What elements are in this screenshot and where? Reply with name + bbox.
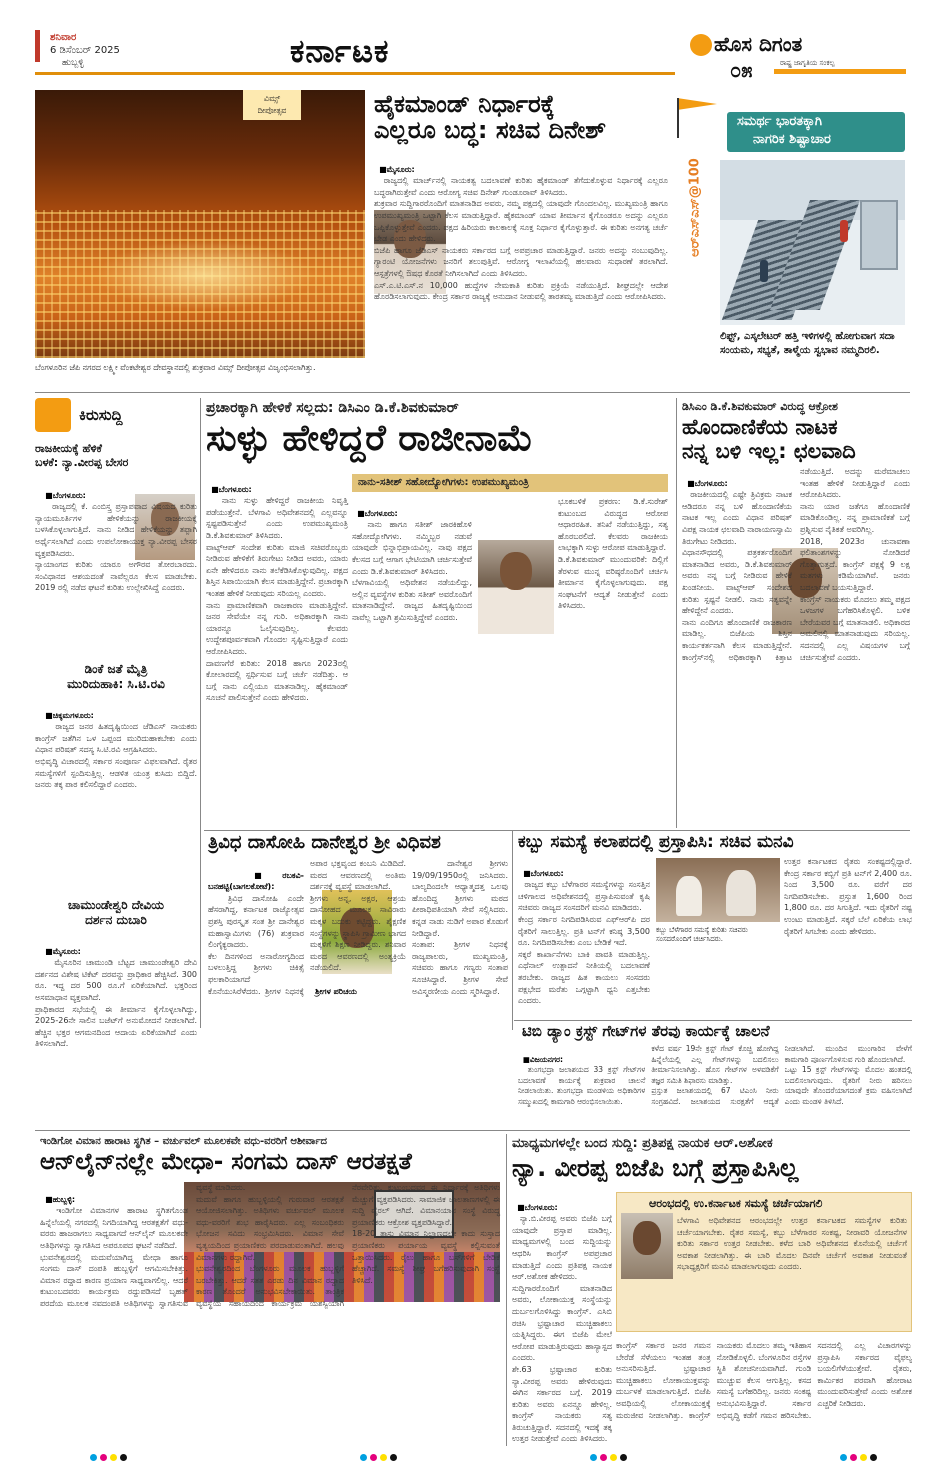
paper-tagline: ರಾಷ್ಟ್ರ ಜಾಗೃತಿಯ ಸಂಕಲ್ಪ (780, 59, 835, 67)
akrosha-headline-1: ಹೊಂದಾಣಿಕೆಯ ನಾಟಕ (682, 415, 838, 439)
header-underline (35, 72, 675, 75)
page-number: ೦೫ (730, 58, 753, 82)
daneshwara-subtext: ದಾನೇಶ್ವರ ಶ್ರೀಗಳು 19/09/1950ರಲ್ಲಿ ಜನಿಸಿದರು. ಬಾಲ್ಯದಿಂದಲೇ ಆಧ್ಯಾತ್ಮದತ್ತ ಒಲವು ಹೊಂದಿದ್ದ ಶ್ರೀಗಳು ಮಠದ ಪೀಠಾಧಿಪತಿಯಾಗಿ ಸೇವೆ ಸಲ್ಲಿಸಿದರು. ಕನ್ನಡ ನಾಡು ನುಡಿಗೆ ಅಪಾರ ಕೊಡುಗೆ ನೀಡಿದ್ದಾರೆ. ಸಂತಾಪ: ಶ್ರೀಗಳ ನಿಧನಕ್ಕೆ ರಾಜ್ಯಪಾಲರು, ಮುಖ್ಯಮಂತ್ರಿ, ಸಚಿವರು ಹಾಗೂ ಗಣ್ಯರು ಸಂತಾಪ ಸೂಚಿಸಿದ್ದಾರೆ. ಶ್ರೀಗಳ ಸೇವೆ ಅವಿಸ್ಮರಣೀಯ ಎಂದು ಸ್ಮರಿಸಿದ್ದಾರೆ. (412, 859, 508, 996)
flag-pole (677, 98, 679, 138)
kirusuddi-item1-body (35, 478, 197, 658)
badge-line1: ವಿಮ್ಸ್ (263, 94, 281, 103)
section-title: ಕರ್ನಾಟಕ (290, 32, 390, 70)
kirusuddi-item2-text: ರಾಜ್ಯದ ಜನರ ಹಿತದೃಷ್ಟಿಯಿಂದ ಜೆಡಿಎಸ್ ನಾಯಕರು ಕಾಂಗ್ರೆಸ್ ಜತೆಗಿನ ಒಳ ಒಪ್ಪಂದ ಮುರಿದುಹಾಕಬೇಕು ಎಂದು ವಿಧಾನ ಪರಿಷತ್ ಸದಸ್ಯ ಸಿ.ಟಿ.ರವಿ ಆಗ್ರಹಿಸಿದರು. ಅಭಿವೃದ್ಧಿ ವಿಚಾರದಲ್ಲಿ ಸರ್ಕಾರ ಸಂಪೂರ್ಣ ವಿಫಲವಾಗಿದೆ. ರೈತರ ಸಮಸ್ಯೆಗಳಿಗೆ ಸ್ಪಂದಿಸುತ್ತಿಲ್ಲ. ಆಡಳಿತ ಯಂತ್ರ ಕುಸಿದು ಬಿದ್ದಿದೆ. ಜನರು ತಕ್ಕ ಪಾಠ ಕಲಿಸಲಿದ್ದಾರೆ ಎಂದರು. (35, 722, 198, 790)
daneshwara-text: ತ್ರಿವಿಧ ದಾಸೋಹಿ ಎಂದೇ ಹೆಸರಾಗಿದ್ದ, ಕರ್ನಾಟಕ ರಾಜ್ಯೋತ್ಸವ ಪ್ರಶಸ್ತಿ ಪುರಸ್ಕೃತ ಸಂತ ಶ್ರೀ ದಾನೇಶ್ವರ ಮಹಾಸ್ವಾಮಿಗಳು (76) ಶುಕ್ರವಾರ ಲಿಂಗೈಕ್ಯರಾದರು. ಕೆಲ ದಿನಗಳಿಂದ ಅನಾರೋಗ್ಯದಿಂದ ಬಳಲುತ್ತಿದ್ದ ಶ್ರೀಗಳು ಚಿಕಿತ್ಸೆ ಫಲಕಾರಿಯಾಗದೆ ಕೊನೆಯುಸಿರೆಳೆದರು. ಶ್ರೀಗಳ ನಿಧನಕ್ಕೆ ಅಪಾರ ಭಕ್ತವೃಂದ ಕಂಬನಿ ಮಿಡಿದಿದೆ. ಮಠದ ಆವರಣದಲ್ಲಿ ಅಂತಿಮ ದರ್ಶನಕ್ಕೆ ವ್ಯವಸ್ಥೆ ಮಾಡಲಾಗಿದೆ. ಶ್ರೀಗಳು ಅನ್ನ, ಅಕ್ಷರ, ಆಶ್ರಯ ದಾಸೋಹದ ಮೂಲಕ ಸಾವಿರಾರು ಮಕ್ಕಳ ಬದುಕು ಕಟ್ಟಿದ್ದರು. ಶೈಕ್ಷಣಿಕ ಸಂಸ್ಥೆಗಳನ್ನು ಸ್ಥಾಪಿಸಿ ಗ್ರಾಮೀಣ ಭಾಗದ ಮಕ್ಕಳಿಗೆ ಶಿಕ್ಷಣ ನೀಡಿದ್ದರು. ಶನಿವಾರ ಮಠದ ಆವರಣದಲ್ಲಿ ಅಂತ್ಯಕ್ರಿಯೆ ನಡೆಯಲಿದೆ. (208, 859, 406, 996)
dks-kicker: ಪ್ರಚಾರಕ್ಕಾಗಿ ಹೇಳಿಕೆ ಸಲ್ಲದು: ಡಿಸಿಎಂ ಡಿ.ಕೆ.ಶಿವಕುಮಾರ್ (206, 400, 459, 416)
rss-infographic (675, 90, 910, 388)
ashoka-text: ನ್ಯಾ.ಬಿ.ವೀರಪ್ಪ ಅವರು ಬಿಜೆಪಿ ಬಗ್ಗೆ ಯಾವುದೇ ಪ್ರಸ್ತಾಪ ಮಾಡಿಲ್ಲ. ಮಾಧ್ಯಮಗಳಲ್ಲಿ ಬಂದ ಸುದ್ದಿಯನ್ನು ಆಧರಿಸಿ ಕಾಂಗ್ರೆಸ್ ಅಪಪ್ರಚಾರ ಮಾಡುತ್ತಿದೆ ಎಂದು ಪ್ರತಿಪಕ್ಷ ನಾಯಕ ಆರ್.ಅಶೋಕ ಹೇಳಿದರು. ಸುದ್ದಿಗಾರರೊಂದಿಗೆ ಮಾತನಾಡಿದ ಅವರು, ಲೋಕಾಯುಕ್ತ ಸಂಸ್ಥೆಯನ್ನು ದುರ್ಬಲಗೊಳಿಸಿದ್ದು ಕಾಂಗ್ರೆಸ್. ಎಸಿಬಿ ರಚಿಸಿ ಭ್ರಷ್ಟಾಚಾರ ಮುಚ್ಚಿಹಾಕಲು ಯತ್ನಿಸಿದ್ದರು. ಈಗ ಬಿಜೆಪಿ ಮೇಲೆ ಆರೋಪ ಮಾಡುತ್ತಿರುವುದು ಹಾಸ್ಯಾಸ್ಪದ ಎಂದರು. ಶೇ.63 ಭ್ರಷ್ಟಾಚಾರ ಕುರಿತು ನ್ಯಾ.ವೀರಪ್ಪ ಅವರು ಹೇಳಿರುವುದು ಈಗಿನ ಸರ್ಕಾರದ ಬಗ್ಗೆ. 2019 ಕುರಿತು ಅವರು ಏನನ್ನೂ ಹೇಳಿಲ್ಲ. ಕಾಂಗ್ರೆಸ್ ನಾಯಕರು ಸತ್ಯ ತಿರುಚುತ್ತಿದ್ದಾರೆ. ಸದನದಲ್ಲಿ ಇದಕ್ಕೆ ತಕ್ಕ ಉತ್ತರ ನೀಡುತ್ತೇವೆ ಎಂದು ತಿಳಿಸಿದರು. (512, 1214, 613, 1444)
highcommand-headline-1: ಹೈಕಮಾಂಡ್ ನಿರ್ಧಾರಕ್ಕೆ (374, 90, 555, 118)
deepotsava-badge (243, 90, 301, 120)
divider-3 (35, 1130, 910, 1131)
online-dateline: ■ಹುಬ್ಬಳ್ಳಿ: (45, 1194, 76, 1204)
paper-name: ಹೊಸ ದಿಗಂತ (714, 32, 803, 56)
divider-kirusuddi (200, 398, 201, 1028)
dks-subbox-title: ನಾನು-ಸತೀಶ್ ಸಹೋದ್ಯೋಗಿಗಳು: ಉಪಮುಖ್ಯಮಂತ್ರಿ (352, 474, 668, 492)
kirusuddi-title: ಕಿರುಸುದ್ದಿ (79, 406, 123, 424)
divider-2 (204, 830, 910, 831)
akrosha-dateline: ■ಬೆಂಗಳೂರು: (687, 478, 728, 488)
dks-photo (478, 540, 554, 634)
highcommand-body (374, 152, 668, 384)
akrosha-body (682, 466, 910, 828)
lamp-glow (95, 240, 315, 310)
kirusuddi-item1-dateline: ■ಬೆಂಗಳೂರು: (45, 490, 86, 500)
ashoka-body2: ಕಾಂಗ್ರೆಸ್ ಸರ್ಕಾರ ಜನರ ಗಮನ ಬೇರೆಡೆ ಸೆಳೆಯಲು ಇಂತಹ ತಂತ್ರ ಅನುಸರಿಸುತ್ತಿದೆ. ಭ್ರಷ್ಟಾಚಾರ ಮುಚ್ಚಿಹಾಕಲು ಲೋಕಾಯುಕ್ತವನ್ನು ದುರ್ಬಳಕೆ ಮಾಡಲಾಗುತ್ತಿದೆ. ಬಿಜೆಪಿ ಅವಧಿಯಲ್ಲಿ ಲೋಕಾಯುಕ್ತಕ್ಕೆ ಮರುಜೀವ ನೀಡಲಾಗಿತ್ತು. ಕಾಂಗ್ರೆಸ್ ನಾಯಕರು ಮೊದಲು ತಮ್ಮ ಇತಿಹಾಸ ನೋಡಿಕೊಳ್ಳಲಿ. ಬೆಂಗಳೂರಿನ ರಸ್ತೆಗಳ ಸ್ಥಿತಿ ಶೋಚನೀಯವಾಗಿದೆ. ಗುಂಡಿ ಮುಚ್ಚುವ ಕೆಲಸ ಆಗುತ್ತಿಲ್ಲ. ಕಸದ ಸಮಸ್ಯೆ ಬಗೆಹರಿದಿಲ್ಲ. ಜನರು ಸಂಕಷ್ಟ ಅನುಭವಿಸುತ್ತಿದ್ದಾರೆ. ಸರ್ಕಾರ ಅಭಿವೃದ್ಧಿ ಕಡೆಗೆ ಗಮನ ಹರಿಸಬೇಕು. ಸದನದಲ್ಲಿ ಎಲ್ಲ ವಿಚಾರಗಳನ್ನು ಪ್ರಸ್ತಾಪಿಸಿ ಸರ್ಕಾರದ ವೈಫಲ್ಯ ಬಯಲಿಗೆಳೆಯುತ್ತೇವೆ. ರೈತರು, ಕಾರ್ಮಿಕರ ಪರವಾಗಿ ಹೋರಾಟ ಮುಂದುವರಿಸುತ್ತೇವೆ ಎಂದು ಅಶೋಕ ಎಚ್ಚರಿಕೆ ನೀಡಿದರು. (616, 1341, 915, 1420)
dam-dateline: ■ವಿಜಯನಗರ: (522, 1054, 563, 1064)
kabbu-text: ರಾಜ್ಯದ ಕಬ್ಬು ಬೆಳೆಗಾರರ ಸಮಸ್ಯೆಗಳನ್ನು ಸಂಸತ್ತಿನ ಚಳಿಗಾಲದ ಅಧಿವೇಶನದಲ್ಲಿ ಪ್ರಸ್ತಾಪಿಸುವಂತೆ ಕೃಷಿ ಸಚಿವರು ರಾಜ್ಯದ ಸಂಸದರಿಗೆ ಮನವಿ ಮಾಡಿದರು. ಕೇಂದ್ರ ಸರ್ಕಾರ ನಿಗದಿಪಡಿಸಿರುವ ಎಫ್‌ಆರ್‌ಪಿ ದರ ರೈತರಿಗೆ ಸಾಲುತ್ತಿಲ್ಲ. ಪ್ರತಿ ಟನ್‌ಗೆ ಕನಿಷ್ಠ 3,500 ರೂ. ನಿಗದಿಪಡಿಸಬೇಕು ಎಂಬ ಬೇಡಿಕೆ ಇದೆ. ಸಕ್ಕರೆ ಕಾರ್ಖಾನೆಗಳು ಬಾಕಿ ಪಾವತಿ ಮಾಡುತ್ತಿಲ್ಲ. ಎಥೆನಾಲ್ ಉತ್ಪಾದನೆ ನೀತಿಯಲ್ಲಿ ಬದಲಾವಣೆ ತರಬೇಕು. ರಾಜ್ಯದ ಹಿತ ಕಾಯಲು ಸಂಸದರು ಪಕ್ಷಭೇದ ಮರೆತು ಒಗ್ಗಟ್ಟಾಗಿ ಧ್ವನಿ ಎತ್ತಬೇಕು ಎಂದರು. (518, 880, 651, 1006)
person-1 (840, 220, 848, 242)
header-date: 6 ಡಿಸೆಂಬರ್ 2025 (50, 45, 120, 56)
page-header (0, 30, 945, 92)
dks-subbox-body (352, 496, 472, 828)
kirusuddi-item2-body (35, 698, 197, 894)
face (633, 1221, 661, 1255)
kabbu-body2: ಉತ್ತರ ಕರ್ನಾಟಕದ ರೈತರು ಸಂಕಷ್ಟದಲ್ಲಿದ್ದಾರೆ. ಕೇಂದ್ರ ಸರ್ಕಾರ ಕಬ್ಬಿಗೆ ಪ್ರತಿ ಟನ್‌ಗೆ 2,400 ರೂ. ನಿಂದ 3,500 ರೂ. ವರೆಗೆ ದರ ನಿಗದಿಪಡಿಸಬೇಕು. ಪ್ರಸ್ತುತ 1,600 ರಿಂದ 1,800 ರೂ. ದರ ಸಿಗುತ್ತಿದೆ. ಇದು ರೈತರಿಗೆ ನಷ್ಟ ಉಂಟು ಮಾಡುತ್ತಿದೆ. ಸಕ್ಕರೆ ಬೆಲೆ ಏರಿಕೆಯ ಲಾಭ ರೈತರಿಗೆ ಸಿಗಬೇಕು ಎಂದು ಹೇಳಿದರು. (784, 857, 915, 936)
paper-logo (690, 32, 910, 88)
deepotsava-photo (35, 90, 365, 358)
person-1 (676, 876, 702, 916)
daneshwara-subhead: ಶ್ರೀಗಳ ಪರಿಚಯ (315, 986, 357, 996)
akrosha-kicker: ಡಿಸಿಎಂ ಡಿ.ಕೆ.ಶಿವಕುಮಾರ್ ವಿರುದ್ಧ ಆಕ್ರೋಶ (682, 400, 838, 413)
infographic-title-2: ನಾಗರಿಕ ಶಿಷ್ಟಾಚಾರ (753, 132, 831, 147)
dks-sub-text: ನಾನು ಹಾಗೂ ಸತೀಶ್ ಜಾರಕಿಹೊಳಿ ಸಹೋದ್ಯೋಗಿಗಳು. ನಮ್ಮಿಬ್ಬರ ನಡುವೆ ಯಾವುದೇ ಭಿನ್ನಾಭಿಪ್ರಾಯವಿಲ್ಲ. ನಾವು ಪಕ್ಷದ ಕೆಲಸದ ಬಗ್ಗೆ ಆಗಾಗ ಭೇಟಿಯಾಗಿ ಚರ್ಚಿಸುತ್ತೇವೆ ಎಂದು ಡಿ.ಕೆ.ಶಿವಕುಮಾರ್ ತಿಳಿಸಿದರು. ಬೆಳಗಾವಿಯಲ್ಲಿ ಅಧಿವೇಶನ ನಡೆಯಲಿದ್ದು, ಅಲ್ಲಿನ ವ್ಯವಸ್ಥೆಗಳ ಕುರಿತು ಸತೀಶ್ ಅವರೊಂದಿಗೆ ಮಾತನಾಡಿದ್ದೇನೆ. ರಾಜ್ಯದ ಹಿತದೃಷ್ಟಿಯಿಂದ ನಾವೆಲ್ಲ ಒಟ್ಟಾಗಿ ಶ್ರಮಿಸುತ್ತಿದ್ದೇವೆ ಎಂದರು. (352, 520, 472, 622)
person-2 (760, 260, 768, 282)
dks-headline: ಸುಳ್ಳು ಹೇಳಿದ್ದರೆ ರಾಜೀನಾಮೆ (206, 418, 533, 459)
kirusuddi-item3-head: ಚಾಮುಂಡೇಶ್ವರಿ ದೇವಿಯ ದರ್ಶನ ದುಬಾರಿ (67, 898, 165, 927)
logo-emblem-icon (690, 34, 712, 56)
dks-sub-dateline: ■ಬೆಂಗಳೂರು: (357, 508, 398, 518)
kabbu-body (518, 856, 650, 1016)
kirusuddi-item3-text: ಮೈಸೂರಿನ ಚಾಮುಂಡಿ ಬೆಟ್ಟದ ಚಾಮುಂಡೇಶ್ವರಿ ದೇವಿ ದರ್ಶನದ ವಿಶೇಷ ಟಿಕೆಟ್ ದರವನ್ನು ಪ್ರಾಧಿಕಾರ ಹೆಚ್ಚಿಸಿದೆ. 300 ರೂ. ಇದ್ದ ದರ 500 ರೂ.ಗೆ ಏರಿಕೆಯಾಗಿದೆ. ಭಕ್ತರಿಂದ ಅಸಮಾಧಾನ ವ್ಯಕ್ತವಾಗಿದೆ. ಪ್ರಾಧಿಕಾರದ ಸಭೆಯಲ್ಲಿ ಈ ತೀರ್ಮಾನ ಕೈಗೊಳ್ಳಲಾಗಿದ್ದು, 2025-26ನೇ ಸಾಲಿನ ಬಜೆಟ್‌ಗೆ ಅನುಮೋದನೆ ನೀಡಲಾಗಿದೆ. ಹೆಚ್ಚಿನ ಭಕ್ತರ ಆಗಮನದಿಂದ ಆದಾಯ ಏರಿಕೆಯಾಗಿದೆ ಎಂದು ತಿಳಿಸಲಾಗಿದೆ. (35, 958, 197, 1049)
ashoka-box-title: ಆರಂಭದಲ್ಲಿ ಉ.ಕರ್ನಾಟಕ ಸಮಸ್ಯೆ ಚರ್ಚೆಯಾಗಲಿ (649, 1197, 823, 1210)
daneshwara-headline: ತ್ರಿವಿಧ ದಾಸೋಹಿ ದಾನೇಶ್ವರ ಶ್ರೀ ವಿಧಿವಶ (208, 832, 441, 853)
divider-dks (676, 398, 677, 828)
deepotsava-caption: ಬೆಂಗಳೂರಿನ ಜೆಪಿ ನಗರದ ಲಕ್ಷ್ಮೀ ವೆಂಕಟೇಶ್ವರ ದೇವಸ್ಥಾನದಲ್ಲಿ ಶುಕ್ರವಾರ ವಿಮ್ಸ್ ದೀಪೋತ್ಸವ ವಿಜೃಂಭಿಸಲಾಗಿತ್ತು. (35, 363, 316, 372)
dam-text: ತುಂಗಭದ್ರಾ ಜಲಾಶಯದ 33 ಕ್ರಸ್ಟ್ ಗೇಟ್‌ಗಳ ಬದಲಾವಣೆ ಕಾರ್ಯಕ್ಕೆ ಶುಕ್ರವಾರ ಚಾಲನೆ ನೀಡಲಾಯಿತು. ತುಂಗಭದ್ರಾ ಮಂಡಳಿಯ ಅಧಿಕಾರಿಗಳ ಸಮ್ಮುಖದಲ್ಲಿ ಕಾಮಗಾರಿ ಆರಂಭಿಸಲಾಯಿತು. ಕಳೆದ ವರ್ಷ 19ನೇ ಕ್ರಸ್ಟ್ ಗೇಟ್ ಕೊಚ್ಚಿ ಹೋಗಿದ್ದ ಹಿನ್ನೆಲೆಯಲ್ಲಿ ಎಲ್ಲ ಗೇಟ್‌ಗಳನ್ನು ಬದಲಿಸಲು ತೀರ್ಮಾನಿಸಲಾಗಿತ್ತು. ಹೊಸ ಗೇಟ್‌ಗಳ ಅಳವಡಿಕೆಗೆ ತಜ್ಞರ ಸಮಿತಿ ಶಿಫಾರಸು ಮಾಡಿತ್ತು. ಪ್ರಸ್ತುತ ಜಲಾಶಯದಲ್ಲಿ 67 ಟಿಎಂಸಿ ನೀರು ಸಂಗ್ರಹವಿದೆ. ಜಲಾಶಯದ ಸುರಕ್ಷತೆಗೆ ಆದ್ಯತೆ ನೀಡಲಾಗಿದೆ. ಮುಂದಿನ ಮುಂಗಾರಿನ ವೇಳೆಗೆ ಕಾಮಗಾರಿ ಪೂರ್ಣಗೊಳಿಸುವ ಗುರಿ ಹೊಂದಲಾಗಿದೆ. ಒಟ್ಟು 15 ಕ್ರಸ್ಟ್ ಗೇಟ್‌ಗಳನ್ನು ಮೊದಲ ಹಂತದಲ್ಲಿ ಬದಲಿಸಲಾಗುವುದು. ರೈತರಿಗೆ ನೀರು ಹರಿಸಲು ಯಾವುದೇ ತೊಂದರೆಯಾಗದಂತೆ ಕ್ರಮ ವಹಿಸಲಾಗಿದೆ ಎಂದು ಮಂಡಳಿ ತಿಳಿಸಿದೆ. (518, 1044, 912, 1106)
infographic-vertical-label: ಆರ್‌ಎಸ್‌ಎಸ್@100 (687, 158, 703, 257)
kabbu-photo-caption: ಕಬ್ಬು ಬೆಳೆಗಾರರ ಸಮಸ್ಯೆ ಕುರಿತು ಸಚಿವರು ಸಂಸದರೊಂದಿಗೆ ಚರ್ಚಿಸಿದರು. (656, 926, 748, 943)
online-text: ಇಂಡಿಗೋ ವಿಮಾನಗಳ ಹಾರಾಟ ಸ್ಥಗಿತಗೊಂಡ ಹಿನ್ನೆಲೆಯಲ್ಲಿ ನಗರದಲ್ಲಿ ನಿಗದಿಯಾಗಿದ್ದ ಆರತಕ್ಷತೆಗೆ ವಧು-ವರರು ಹಾಜರಾಗಲು ಸಾಧ್ಯವಾಗದೆ ಆನ್‌ಲೈನ್ ಮೂಲಕವೇ ಅತಿಥಿಗಳನ್ನು ಸ್ವಾಗತಿಸಿದ ಅಪರೂಪದ ಘಟನೆ ನಡೆದಿದೆ. ಭುವನೇಶ್ವರದಲ್ಲಿ ಮದುವೆಯಾಗಿದ್ದ ಮೇಧಾ ಹಾಗೂ ಸಂಗಮ ದಾಸ್ ದಂಪತಿ ಹುಬ್ಬಳ್ಳಿಗೆ ಆಗಮಿಸಬೇಕಿತ್ತು. ವಿಮಾನ ರದ್ದಾದ ಕಾರಣ ಪ್ರಯಾಣ ಸಾಧ್ಯವಾಗಲಿಲ್ಲ. ಆದರೆ ಕುಟುಂಬದವರು ಕಾರ್ಯಕ್ರಮ ರದ್ದುಪಡಿಸದೆ ಬೃಹತ್ ಪರದೆಯ ಮೂಲಕ ನವದಂಪತಿ ಅತಿಥಿಗಳನ್ನು ಸ್ವಾಗತಿಸುವ ವ್ಯವಸ್ಥೆ ಮಾಡಿದರು. ಮದುವೆ ಹಾಗೂ ಹುಬ್ಬಳ್ಳಿಯಲ್ಲಿ ಗುರುವಾರ ಆರತಕ್ಷತೆ ಆಯೋಜಿಸಲಾಗಿತ್ತು. ಅತಿಥಿಗಳು ವರ್ಚುವಲ್ ಮೂಲಕ ವಧು-ವರರಿಗೆ ಶುಭ ಹಾರೈಸಿದರು. ಎಲ್ಲ ಸಂಬಂಧಿಕರು ಭೋಜನ ಸವಿದು ಸಂಭ್ರಮಿಸಿದರು. ವಿಮಾನ ಸೇವೆ ವ್ಯತ್ಯಯದಿಂದ ಪ್ರಯಾಣಿಕರು ಪರದಾಡುವಂತಾಗಿದೆ. ಹಲವು ವಿಮಾನಗಳು ರದ್ದಾಗಿವೆ. ಭುವನೇಶ್ವರದಿಂದ ಬೆಂಗಳೂರು ಮೂಲಕ ಹುಬ್ಬಳ್ಳಿಗೆ ಬರಬೇಕಿತ್ತು. ಆದರೆ ಸತತ ಎರಡು ದಿನ ವಿಮಾನ ರದ್ದಾದ ಕಾರಣ ತೊಂದರೆ ಅನುಭವಿಸಬೇಕಾಯಿತು. ತಾಂತ್ರಿಕ ವ್ಯವಸ್ಥೆಯ ಸಹಾಯದಿಂದ ಕಾರ್ಯಕ್ರಮ ಯಶಸ್ವಿಯಾಗಿ ನೆರವೇರಿತು. ಕುಟುಂಬದವರ ಈ ನಿರ್ಧಾರಕ್ಕೆ ಅತಿಥಿಗಳು ಮೆಚ್ಚುಗೆ ವ್ಯಕ್ತಪಡಿಸಿದರು. ಸಾಮಾಜಿಕ ಜಾಲತಾಣಗಳಲ್ಲಿ ಈ ಸುದ್ದಿ ವೈರಲ್ ಆಗಿದೆ. ವಿಮಾನಯಾನ ಸಂಸ್ಥೆ ವಿರುದ್ಧ ಪ್ರಯಾಣಿಕರು ಆಕ್ರೋಶ ವ್ಯಕ್ತಪಡಿಸಿದ್ದಾರೆ. 18-20 ತಾಸು ವಿಮಾನ ನಿಲ್ದಾಣದಲ್ಲೇ ಕಾದು ಸುಸ್ತಾದ ಪ್ರಯಾಣಿಕರು ಪರ್ಯಾಯ ವ್ಯವಸ್ಥೆ ಕಲ್ಪಿಸುವಂತೆ ಒತ್ತಾಯಿಸಿದರು. ರೈಲು ಹಾಗೂ ಬಸ್‌ಗಳಿಗೆ ಬೇಡಿಕೆ ಹೆಚ್ಚಾಗಿದೆ. ಸಮಸ್ಯೆ ಶೀಘ್ರ ಬಗೆಹರಿಸುವುದಾಗಿ ಸಂಸ್ಥೆ ತಿಳಿಸಿದೆ. (40, 1183, 500, 1308)
divider-kabbu (514, 1020, 912, 1021)
dks-text: ನಾನು ಸುಳ್ಳು ಹೇಳಿದ್ದರೆ ರಾಜಕೀಯ ನಿವೃತ್ತಿ ಪಡೆಯುತ್ತೇನೆ. ಬೆಳಗಾವಿ ಅಧಿವೇಶನದಲ್ಲಿ ಎಲ್ಲವನ್ನೂ ಸ್ಪಷ್ಟಪಡಿಸುತ್ತೇನೆ ಎಂದು ಉಪಮುಖ್ಯಮಂತ್ರಿ ಡಿ.ಕೆ.ಶಿವಕುಮಾರ್ ತಿಳಿಸಿದರು. ವಾಟ್ಸ್‌ಆಪ್ ಸಂದೇಶ ಕುರಿತು ಮಾಜಿ ಸಚಿವರೊಬ್ಬರು ನೀಡಿರುವ ಹೇಳಿಕೆಗೆ ತಿರುಗೇಟು ನೀಡಿದ ಅವರು, ಯಾರು ಏನೇ ಹೇಳಿದರೂ ನಾನು ತಲೆಕೆಡಿಸಿಕೊಳ್ಳುವುದಿಲ್ಲ. ಪಕ್ಷದ ಶಿಸ್ತಿನ ಸಿಪಾಯಿಯಾಗಿ ಕೆಲಸ ಮಾಡುತ್ತಿದ್ದೇನೆ. ಪ್ರಚಾರಕ್ಕಾಗಿ ಇಂತಹ ಹೇಳಿಕೆ ನೀಡುವುದು ಸರಿಯಲ್ಲ ಎಂದರು. ನಾನು ಪ್ರಾಮಾಣಿಕವಾಗಿ ರಾಜಕಾರಣ ಮಾಡುತ್ತಿದ್ದೇನೆ. ಜನರ ಸೇವೆಯೇ ನನ್ನ ಗುರಿ. ಅಧಿಕಾರಕ್ಕಾಗಿ ನಾನು ಯಾರನ್ನೂ ಓಲೈಸುವುದಿಲ್ಲ. ಕೆಲವರು ಉದ್ದೇಶಪೂರ್ವಕವಾಗಿ ಗೊಂದಲ ಸೃಷ್ಟಿಸುತ್ತಿದ್ದಾರೆ ಎಂದು ಆರೋಪಿಸಿದರು. ದಾವಣಗೆರೆ ಕುರಿತು: 2018 ಹಾಗೂ 2023ರಲ್ಲಿ ಕೋಲಾರದಲ್ಲಿ ಸ್ಪರ್ಧಿಸುವ ಬಗ್ಗೆ ಚರ್ಚೆ ನಡೆದಿತ್ತು. ಆ ಬಗ್ಗೆ ನಾನು ಎಲ್ಲಿಯೂ ಮಾತನಾಡಿಲ್ಲ. ಹೈಕಮಾಂಡ್ ಸೂಚನೆ ಪಾಲಿಸುತ್ತೇನೆ ಎಂದು ಹೇಳಿದರು. (206, 496, 348, 703)
face (500, 552, 532, 590)
kirusuddi-item2-head: ಡಿಂಕೆ ಜತೆ ಮೈತ್ರಿ ಮುರಿದುಹಾಕಿ: ಸಿ.ಟಿ.ರವಿ (67, 662, 165, 691)
highcommand-dateline: ■ಮೈಸೂರು: (379, 164, 415, 174)
dks-dateline: ■ಬೆಂಗಳೂರು: (211, 484, 252, 494)
kirusuddi-item2-dateline: ■ಚಿಕ್ಕಮಗಳೂರು: (45, 710, 94, 720)
akrosha-text: ರಾಜಕೀಯದಲ್ಲಿ ಎಷ್ಟೇ ತ್ರಿವಿಕ್ರಮ ನಾಟಕ ಆಡಿದರೂ ನನ್ನ ಬಳಿ ಹೊಂದಾಣಿಕೆಯ ನಾಟಕ ಇಲ್ಲ ಎಂದು ವಿಧಾನ ಪರಿಷತ್ ವಿಪಕ್ಷ ನಾಯಕ ಛಲವಾದಿ ನಾರಾಯಣಸ್ವಾಮಿ ತಿರುಗೇಟು ನೀಡಿದರು. ವಿಧಾನಸೌಧದಲ್ಲಿ ಪತ್ರಕರ್ತರೊಂದಿಗೆ ಮಾತನಾಡಿದ ಅವರು, ಡಿ.ಕೆ.ಶಿವಕುಮಾರ್ ಅವರು ನನ್ನ ಬಗ್ಗೆ ನೀಡಿರುವ ಹೇಳಿಕೆ ಖಂಡನೀಯ. ವಾಟ್ಸ್‌ಆಪ್ ಸಂದೇಶದ ಕುರಿತು ಸ್ಪಷ್ಟನೆ ನೀಡಲಿ. ನಾನು ಸತ್ಯವನ್ನೇ ಹೇಳಿದ್ದೇನೆ ಎಂದರು. ನಾನು ಎಂದಿಗೂ ಹೊಂದಾಣಿಕೆ ರಾಜಕಾರಣ ಮಾಡಿಲ್ಲ. ಬಿಜೆಪಿಯ ಶಿಸ್ತಿನ ಕಾರ್ಯಕರ್ತನಾಗಿ ಕೆಲಸ ಮಾಡುತ್ತಿದ್ದೇನೆ. ಕಾಂಗ್ರೆಸ್‌ನಲ್ಲಿ ಅಧಿಕಾರಕ್ಕಾಗಿ ಕಿತ್ತಾಟ ನಡೆಯುತ್ತಿದೆ. ಅದನ್ನು ಮರೆಮಾಚಲು ಇಂತಹ ಹೇಳಿಕೆ ನೀಡುತ್ತಿದ್ದಾರೆ ಎಂದು ಆರೋಪಿಸಿದರು. ನಾನು ಯಾರ ಜತೆಗೂ ಹೊಂದಾಣಿಕೆ ಮಾಡಿಕೊಂಡಿಲ್ಲ. ನನ್ನ ಪ್ರಾಮಾಣಿಕತೆ ಬಗ್ಗೆ ಪ್ರಶ್ನಿಸುವ ನೈತಿಕತೆ ಅವರಿಗಿಲ್ಲ. 2018, 2023ರ ಚುನಾವಣಾ ಫಲಿತಾಂಶಗಳನ್ನು ನೋಡಿದರೆ ಗೊತ್ತಾಗುತ್ತದೆ. ಕಾಂಗ್ರೆಸ್ ಪಕ್ಷಕ್ಕೆ 9 ಲಕ್ಷ ಮತಗಳು ಕಡಿಮೆಯಾಗಿವೆ. ಜನರು ಬದಲಾವಣೆ ಬಯಸುತ್ತಿದ್ದಾರೆ. ಕಾಂಗ್ರೆಸ್ ನಾಯಕರು ಮೊದಲು ತಮ್ಮ ಪಕ್ಷದ ಒಳಜಗಳ ಬಗೆಹರಿಸಿಕೊಳ್ಳಲಿ. ಬಳಿಕ ಬೇರೆಯವರ ಬಗ್ಗೆ ಮಾತನಾಡಲಿ. ಅಧಿಕಾರದ ಅಮಲಿನಲ್ಲಿ ಮಾತನಾಡುವುದು ಸರಿಯಲ್ಲ. ಸದನದಲ್ಲಿ ಎಲ್ಲ ವಿಷಯಗಳ ಬಗ್ಗೆ ಚರ್ಚಿಸುತ್ತೇವೆ ಎಂದರು. (682, 467, 910, 662)
kirusuddi-item1-head: ರಾಜಕೀಯಕ್ಕೆ ಹೆಳಿಕೆ ಬಳಕೆ: ನ್ಯಾ.ವೀರಪ್ಪ ಬೇಸರ (35, 442, 129, 469)
registration-dots-left (90, 1446, 130, 1465)
kirusuddi-icon (35, 398, 71, 432)
kabbu-dateline: ■ಬೆಂಗಳೂರು: (523, 868, 564, 878)
kirusuddi-item1-text: ರಾಜ್ಯದಲ್ಲಿ ಕೆ. ಎಂಬಿಸ್ತ್ರ ಪ್ರಸ್ತಾಪವಾದ ವಿಷಯದ ಕುರಿತು ನ್ಯಾಯಮೂರ್ತಿಗಳ ಹೇಳಿಕೆಯನ್ನು ರಾಜಕೀಯಕ್ಕೆ ಬಳಸಿಕೊಳ್ಳಲಾಗುತ್ತಿದೆ. ನಾನು ನೀಡಿದ ಹೇಳಿಕೆಯನ್ನು ತಪ್ಪಾಗಿ ಅರ್ಥೈಸಲಾಗಿದೆ ಎಂದು ಉಪಲೋಕಾಯುಕ್ತ ನ್ಯಾ.ವೀರಪ್ಪ ಬೇಸರ ವ್ಯಕ್ತಪಡಿಸಿದರು. ನ್ಯಾಯಾಂಗದ ಕುರಿತು ಯಾರೂ ಅಗೌರವ ತೋರಬಾರದು. ಸಂವಿಧಾನದ ಆಶಯದಂತೆ ನಾವೆಲ್ಲರೂ ಕೆಲಸ ಮಾಡಬೇಕು. 2019 ರಲ್ಲಿ ನಡೆದ ಘಟನೆ ಕುರಿತು ಉಲ್ಲೇಖಿಸಿದ್ದೆ ಎಂದರು. (35, 502, 197, 593)
registration-dots-mid (360, 1446, 400, 1465)
online-kicker: ಇಂಡಿಗೋ ವಿಮಾನ ಹಾರಾಟ ಸ್ಥಗಿತ – ವರ್ಚುವಲ್ ಮೂಲಕವೇ ವಧು-ವರರಿಗೆ ಆಶೀರ್ವಾದ (40, 1136, 327, 1147)
kabbu-headline: ಕಬ್ಬು ಸಮಸ್ಯೆ ಕಲಾಪದಲ್ಲಿ ಪ್ರಸ್ತಾಪಿಸಿ: ಸಚಿವ ಮನವಿ (518, 832, 794, 852)
online-headline: ಆನ್‌ಲೈನ್‌ನಲ್ಲೇ ಮೇಧಾ- ಸಂಗಮ ದಾಸ್ ಆರತಕ್ಷತೆ (40, 1149, 412, 1175)
ashoka-photo (621, 1213, 673, 1279)
akrosha-headline-2: ನನ್ನ ಬಳಿ ಇಲ್ಲ: ಛಲವಾದಿ (682, 439, 856, 463)
kabbu-photo (656, 858, 780, 922)
flag-icon (677, 98, 717, 118)
ashoka-box-body: ಬೆಳಗಾವಿ ಅಧಿವೇಶನದ ಆರಂಭದಲ್ಲೇ ಉತ್ತರ ಕರ್ನಾಟಕದ ಸಮಸ್ಯೆಗಳ ಕುರಿತು ಚರ್ಚೆಯಾಗಬೇಕು. ರೈತರ ಸಮಸ್ಯೆ, ಕಬ್ಬು ಬೆಳೆಗಾರರ ಸಂಕಷ್ಟ, ನೀರಾವರಿ ಯೋಜನೆಗಳ ಕುರಿತು ಸರ್ಕಾರ ಉತ್ತರ ನೀಡಬೇಕು. ಕಳೆದ ಬಾರಿ ಅಧಿವೇಶನದ ಕೊನೆಯಲ್ಲಿ ಚರ್ಚೆಗೆ ಅವಕಾಶ ನೀಡಲಾಗಿತ್ತು. ಈ ಬಾರಿ ಮೊದಲ ದಿನವೇ ಚರ್ಚೆಗೆ ಅವಕಾಶ ನೀಡುವಂತೆ ಸಭಾಧ್ಯಕ್ಷರಿಗೆ ಮನವಿ ಮಾಡಲಾಗುವುದು ಎಂದರು. (677, 1216, 910, 1272)
badge-line2: ದೀಪೋತ್ಸವ (257, 106, 287, 115)
registration-dots-center (590, 1446, 630, 1465)
kirusuddi-item3-body (35, 934, 197, 1084)
ashoka-kicker: ಮಾಧ್ಯಮಗಳಲ್ಲೇ ಬಂದ ಸುದ್ದಿ: ಪ್ರತಿಪಕ್ಷ ನಾಯಕ ಆರ್.ಅಶೋಕ (512, 1136, 773, 1151)
header-city: ಹುಬ್ಬಳ್ಳಿ (62, 58, 84, 68)
divider-daneshwara (512, 830, 513, 1030)
ashoka-box (616, 1192, 912, 1332)
daneshwara-dateline: ■ರಬಕವಿ-ಬನಹಟ್ಟಿ(ಬಾಗಲಕೋಟೆ): (208, 870, 304, 892)
divider-online (506, 1134, 507, 1446)
header-day: ಶನಿವಾರ (50, 32, 77, 43)
escalator-illustration (720, 160, 905, 325)
person-2 (726, 870, 756, 916)
dks-body (206, 472, 348, 828)
ashoka-body (512, 1190, 612, 1446)
infographic-caption: ಲಿಫ್ಟ್, ಎಸ್ಕಲೇಟರ್ ಹತ್ತಿ ಇಳಿಗಳಲ್ಲಿ ಹೋಗುವಾಗ ಸದಾ ಸಂಯಮ, ಸಭ್ಯತೆ, ತಾಳ್ಮೆಯ ಸ್ವಭಾವ ನಮ್ಮದಿರಲಿ. (720, 331, 895, 356)
header-left-bar (35, 30, 40, 62)
ashoka-headline: ನ್ಯಾ. ವೀರಪ್ಪ ಬಿಜೆಪಿ ಬಗ್ಗೆ ಪ್ರಸ್ತಾಪಿಸಿಲ್ಲ (512, 1154, 799, 1182)
divider-1 (35, 392, 910, 393)
infographic-title-1: ಸಮರ್ಥ ಭಾರತಕ್ಕಾಗಿ (737, 114, 822, 129)
online-body (40, 1182, 500, 1444)
daneshwara-body (208, 858, 508, 1028)
highcommand-headline-2: ಎಲ್ಲರೂ ಬದ್ಧ: ಸಚಿವ ದಿನೇಶ್ (374, 116, 607, 144)
highcommand-text: ರಾಜ್ಯದಲ್ಲಿ ಮಾರ್ಚ್‌ನಲ್ಲಿ ನಾಯಕತ್ವ ಬದಲಾವಣೆ ಕುರಿತು ಹೈಕಮಾಂಡ್ ತೆಗೆದುಕೊಳ್ಳುವ ನಿರ್ಧಾರಕ್ಕೆ ಎಲ್ಲರೂ ಬದ್ಧರಾಗಿರುತ್ತೇವೆ ಎಂದು ಆರೋಗ್ಯ ಸಚಿವ ದಿನೇಶ್ ಗುಂಡೂರಾವ್ ತಿಳಿಸಿದರು. ಶುಕ್ರವಾರ ಸುದ್ದಿಗಾರರೊಂದಿಗೆ ಮಾತನಾಡಿದ ಅವರು, ನಮ್ಮ ಪಕ್ಷದಲ್ಲಿ ಯಾವುದೇ ಗೊಂದಲವಿಲ್ಲ. ಮುಖ್ಯಮಂತ್ರಿ ಹಾಗೂ ಉಪಮುಖ್ಯಮಂತ್ರಿ ಒಟ್ಟಾಗಿ ಕೆಲಸ ಮಾಡುತ್ತಿದ್ದಾರೆ. ಹೈಕಮಾಂಡ್ ಯಾವ ತೀರ್ಮಾನ ಕೈಗೊಂಡರೂ ಅದನ್ನು ಎಲ್ಲರೂ ಒಪ್ಪಿಕೊಳ್ಳುತ್ತೇವೆ ಎಂದರು. ಪಕ್ಷದ ಹಿರಿಯರು ಕಾಲಕಾಲಕ್ಕೆ ಸೂಕ್ತ ನಿರ್ಧಾರ ಕೈಗೊಳ್ಳುತ್ತಾರೆ. ಈ ಕುರಿತು ಅನಗತ್ಯ ಚರ್ಚೆ ಬೇಡ ಎಂದು ಹೇಳಿದರು. ಬಿಜೆಪಿ ಹಾಗೂ ಜೆಡಿಎಸ್ ನಾಯಕರು ಸರ್ಕಾರದ ಬಗ್ಗೆ ಅಪಪ್ರಚಾರ ಮಾಡುತ್ತಿದ್ದಾರೆ. ಜನರು ಅದನ್ನು ನಂಬುವುದಿಲ್ಲ. ಗ್ಯಾರಂಟಿ ಯೋಜನೆಗಳು ಜನರಿಗೆ ತಲುಪುತ್ತಿವೆ. ಆರೋಗ್ಯ ಇಲಾಖೆಯಲ್ಲಿ ಹಲವಾರು ಸುಧಾರಣೆ ತರಲಾಗಿದೆ. ಆಸ್ಪತ್ರೆಗಳಲ್ಲಿ ಔಷಧ ಕೊರತೆ ನೀಗಿಸಲಾಗಿದೆ ಎಂದು ತಿಳಿಸಿದರು. ಎಸ್.ಎ.ಟಿ.ಎಸ್.ನ 10,000 ಹುದ್ದೆಗಳ ನೇಮಕಾತಿ ಕುರಿತು ಪ್ರಕ್ರಿಯೆ ನಡೆಯುತ್ತಿದೆ. ಶೀಘ್ರದಲ್ಲೇ ಆದೇಶ ಹೊರಡಿಸಲಾಗುವುದು. ಕೇಂದ್ರ ಸರ್ಕಾರ ರಾಜ್ಯಕ್ಕೆ ಅನುದಾನ ನೀಡುವಲ್ಲಿ ತಾರತಮ್ಯ ಮಾಡುತ್ತಿದೆ ಎಂದು ಆರೋಪಿಸಿದರು. (374, 176, 668, 302)
dam-headline: ಟಿಬಿ ಡ್ಯಾಂ ಕ್ರಸ್ಟ್ ಗೇಟ್‌ಗಳ ತೆರವು ಕಾರ್ಯಕ್ಕೆ ಚಾಲನೆ (522, 1022, 770, 1040)
dam-body (518, 1044, 912, 1126)
elevator-door (860, 200, 898, 270)
kirusuddi-item3-dateline: ■ಮೈಸೂರು: (45, 946, 81, 956)
registration-dots-right (840, 1446, 880, 1465)
logo-underline (774, 69, 906, 74)
dks-subbox-body2: ಭೂಕಬಳಿಕೆ ಪ್ರಕರಣ: ಡಿ.ಕೆ.ಸುರೇಶ್ ಕುಟುಂಬದ ವಿರುದ್ಧದ ಆರೋಪ ಆಧಾರರಹಿತ. ತನಿಖೆ ನಡೆಯುತ್ತಿದ್ದು, ಸತ್ಯ ಹೊರಬರಲಿದೆ. ಕೆಲವರು ರಾಜಕೀಯ ಲಾಭಕ್ಕಾಗಿ ಸುಳ್ಳು ಆರೋಪ ಮಾಡುತ್ತಿದ್ದಾರೆ. ಡಿ.ಕೆ.ಶಿವಕುಮಾರ್ ಮುಂದುವರಿಕೆ: ದಿಲ್ಲಿಗೆ ತೆರಳುವ ಮುನ್ನ ವರಿಷ್ಠರೊಂದಿಗೆ ಚರ್ಚಿಸಿ ತೀರ್ಮಾನ ಕೈಗೊಳ್ಳಲಾಗುವುದು. ಪಕ್ಷ ಸಂಘಟನೆಗೆ ಆದ್ಯತೆ ನೀಡುತ್ತೇನೆ ಎಂದು ತಿಳಿಸಿದರು. (558, 497, 668, 611)
ashoka-dateline: ■ಬೆಂಗಳೂರು: (517, 1202, 558, 1212)
